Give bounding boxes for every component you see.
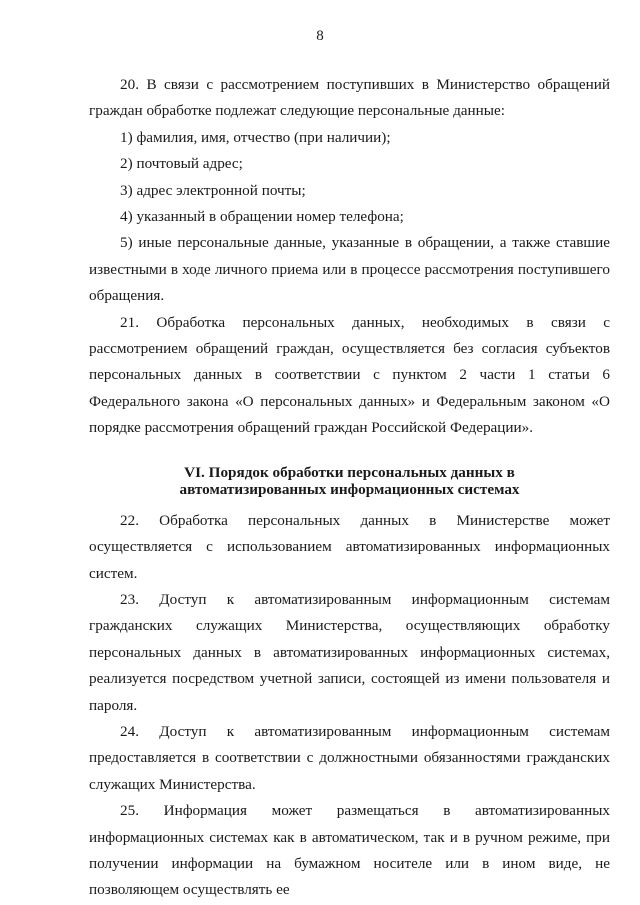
- list-item-2: 2) почтовый адрес;: [120, 155, 243, 173]
- page-number: 8: [316, 28, 324, 44]
- list-item-3: 3) адрес электронной почты;: [120, 181, 306, 199]
- paragraph-24: 24. Доступ к автоматизированным информационным системам предоставляется в соответствии с должностными обязанностями гражданских служащих Министерства.: [89, 722, 610, 793]
- list-item-5: 5) иные персональные данные, указанные в обращении, а также ставшие известными в ходе личного приема или в процессе рассмотрения поступившего обращения.: [89, 234, 610, 305]
- list-item-1: 1) фамилия, имя, отчество (при наличии);: [120, 128, 391, 146]
- list-item-4: 4) указанный в обращении номер телефона;: [120, 208, 404, 226]
- section-heading: VI. Порядок обработки персональных данных в автоматизированных информационных системах: [179, 463, 520, 498]
- paragraph-21: 21. Обработка персональных данных, необходимых в связи с рассмотрением обращений граждан, осуществляется без согласия субъектов персональных данных в соответствии с пунктом 2 части 1 статьи 6 Федерального закона «О персональных данных» и Федеральным законом «О порядке рассмотрения обращений граждан Российской Федерации».: [89, 313, 610, 437]
- paragraph-23: 23. Доступ к автоматизированным информационным системам гражданских служащих Министерства, осуществляющих обработку персональных данных в автоматизированных информационных системах, реализуется посредством учетной записи, состоящей из имени пользователя и пароля.: [89, 590, 610, 714]
- paragraph-22: 22. Обработка персональных данных в Министерстве может осуществляется с использованием автоматизированных информационных систем.: [89, 511, 610, 582]
- paragraph-20: 20. В связи с рассмотрением поступивших в Министерство обращений граждан обработке подлежат следующие персональные данные:: [89, 76, 610, 120]
- paragraph-25: 25. Информация может размещаться в автоматизированных информационных системах как в автоматическом, так и в ручном режиме, при получении информации на бумажном носителе или в ином виде, не позволяющем осуществлять ее: [89, 802, 610, 899]
- document-body: [89, 72, 610, 904]
